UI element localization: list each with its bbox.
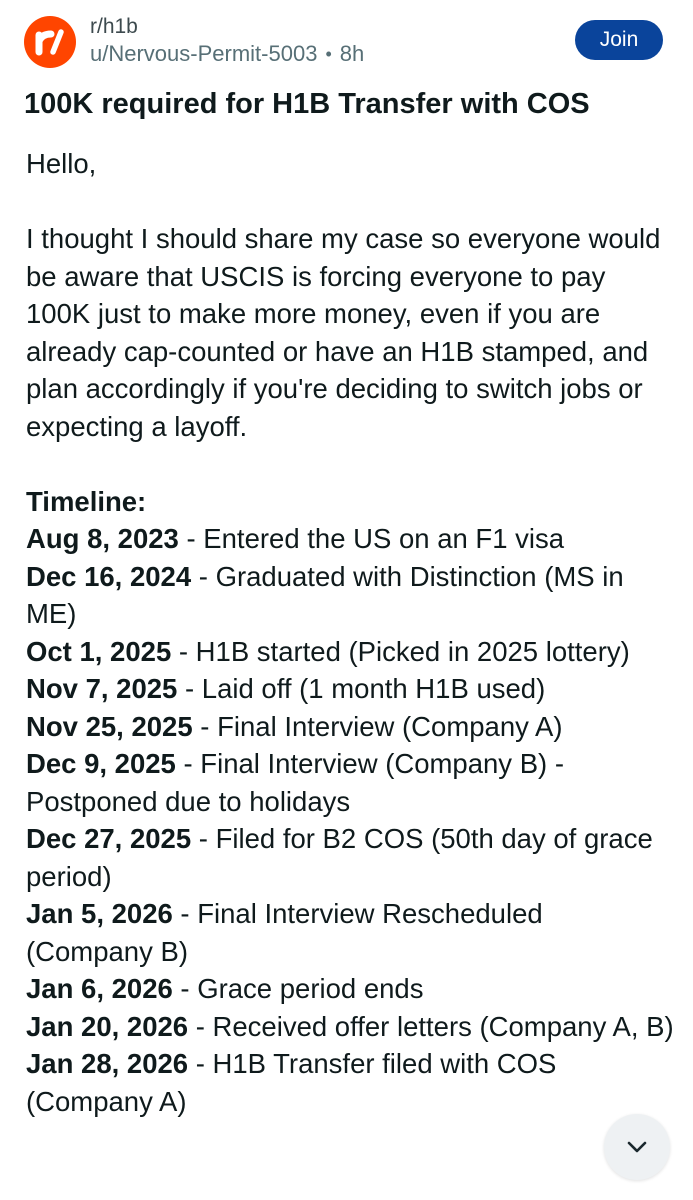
post-paragraph: I thought I should share my case so everyone would be aware that USCIS is forcing everyone to pay 100K just to make more money, even if you are already cap-counted or have an H1B stamped, and plan accordingly if you're deciding to switch jobs or expecting a layoff. <box>26 223 661 442</box>
post-body <box>26 145 676 1120</box>
timeline-item <box>26 633 676 671</box>
timeline-item <box>26 558 676 633</box>
timeline-text: - Final Interview (Company B) - Postponed due to holidays <box>26 748 564 817</box>
timeline-date: Dec 9, 2025 <box>26 748 176 779</box>
timeline-item <box>26 520 676 558</box>
post-age: 8h <box>339 41 365 66</box>
timeline-text: - Entered the US on an F1 visa <box>178 523 565 554</box>
scroll-down-button[interactable] <box>604 1114 670 1180</box>
post-greeting: Hello, <box>26 148 97 179</box>
join-button[interactable]: Join <box>575 20 663 60</box>
chevron-down-icon <box>623 1133 651 1161</box>
timeline-item <box>26 670 676 708</box>
subreddit-avatar[interactable] <box>24 16 76 68</box>
timeline-text: - Laid off (1 month H1B used) <box>177 673 546 704</box>
timeline-date: Dec 16, 2024 <box>26 560 192 592</box>
timeline-date: Dec 27, 2025 <box>26 823 192 854</box>
timeline-item <box>26 745 676 820</box>
timeline-date: Jan 20, 2026 <box>26 1010 189 1042</box>
timeline-text: - H1B Transfer filed with COS (Company A) <box>26 1048 557 1117</box>
paragraph-gap <box>26 183 676 221</box>
post-header <box>24 14 669 72</box>
author-line <box>90 40 364 68</box>
timeline-item <box>26 708 676 746</box>
timeline-text: - Grace period ends <box>172 973 424 1004</box>
timeline-date: Aug 8, 2023 <box>26 523 179 554</box>
timeline-date: Jan 5, 2026 <box>26 898 173 929</box>
timeline-text: - Final Interview Rescheduled (Company B) <box>26 898 543 967</box>
timeline-text: - Final Interview (Company A) <box>192 710 563 742</box>
author-name[interactable]: u/Nervous-Permit-5003 <box>90 41 318 66</box>
meta-separator: • <box>325 44 332 64</box>
timeline-text: - H1B started (Picked in 2025 lottery) <box>171 635 630 667</box>
timeline-date: Nov 25, 2025 <box>26 710 193 742</box>
timeline-text: - Received offer letters (Company A, B) <box>188 1010 674 1042</box>
post-meta <box>90 14 364 68</box>
timeline-item <box>26 970 676 1008</box>
timeline-text: - Filed for B2 COS (50th day of grace period) <box>26 823 653 892</box>
timeline-list <box>26 520 676 1120</box>
timeline-item <box>26 1008 676 1046</box>
timeline-item <box>26 1045 676 1120</box>
timeline-date: Jan 6, 2026 <box>26 973 173 1004</box>
timeline-text: - Graduated with Distinction (MS in ME) <box>26 560 624 629</box>
timeline-heading: Timeline: <box>26 485 147 517</box>
paragraph-gap <box>26 445 676 483</box>
reddit-r-slash-icon <box>24 16 76 68</box>
timeline-date: Oct 1, 2025 <box>26 635 172 667</box>
timeline-date: Jan 28, 2026 <box>26 1048 189 1079</box>
subreddit-name[interactable]: r/h1b <box>90 15 138 38</box>
post-title[interactable]: 100K required for H1B Transfer with COS <box>24 88 590 120</box>
timeline-date: Nov 7, 2025 <box>26 673 178 704</box>
timeline-item <box>26 895 676 970</box>
timeline-item <box>26 820 676 895</box>
